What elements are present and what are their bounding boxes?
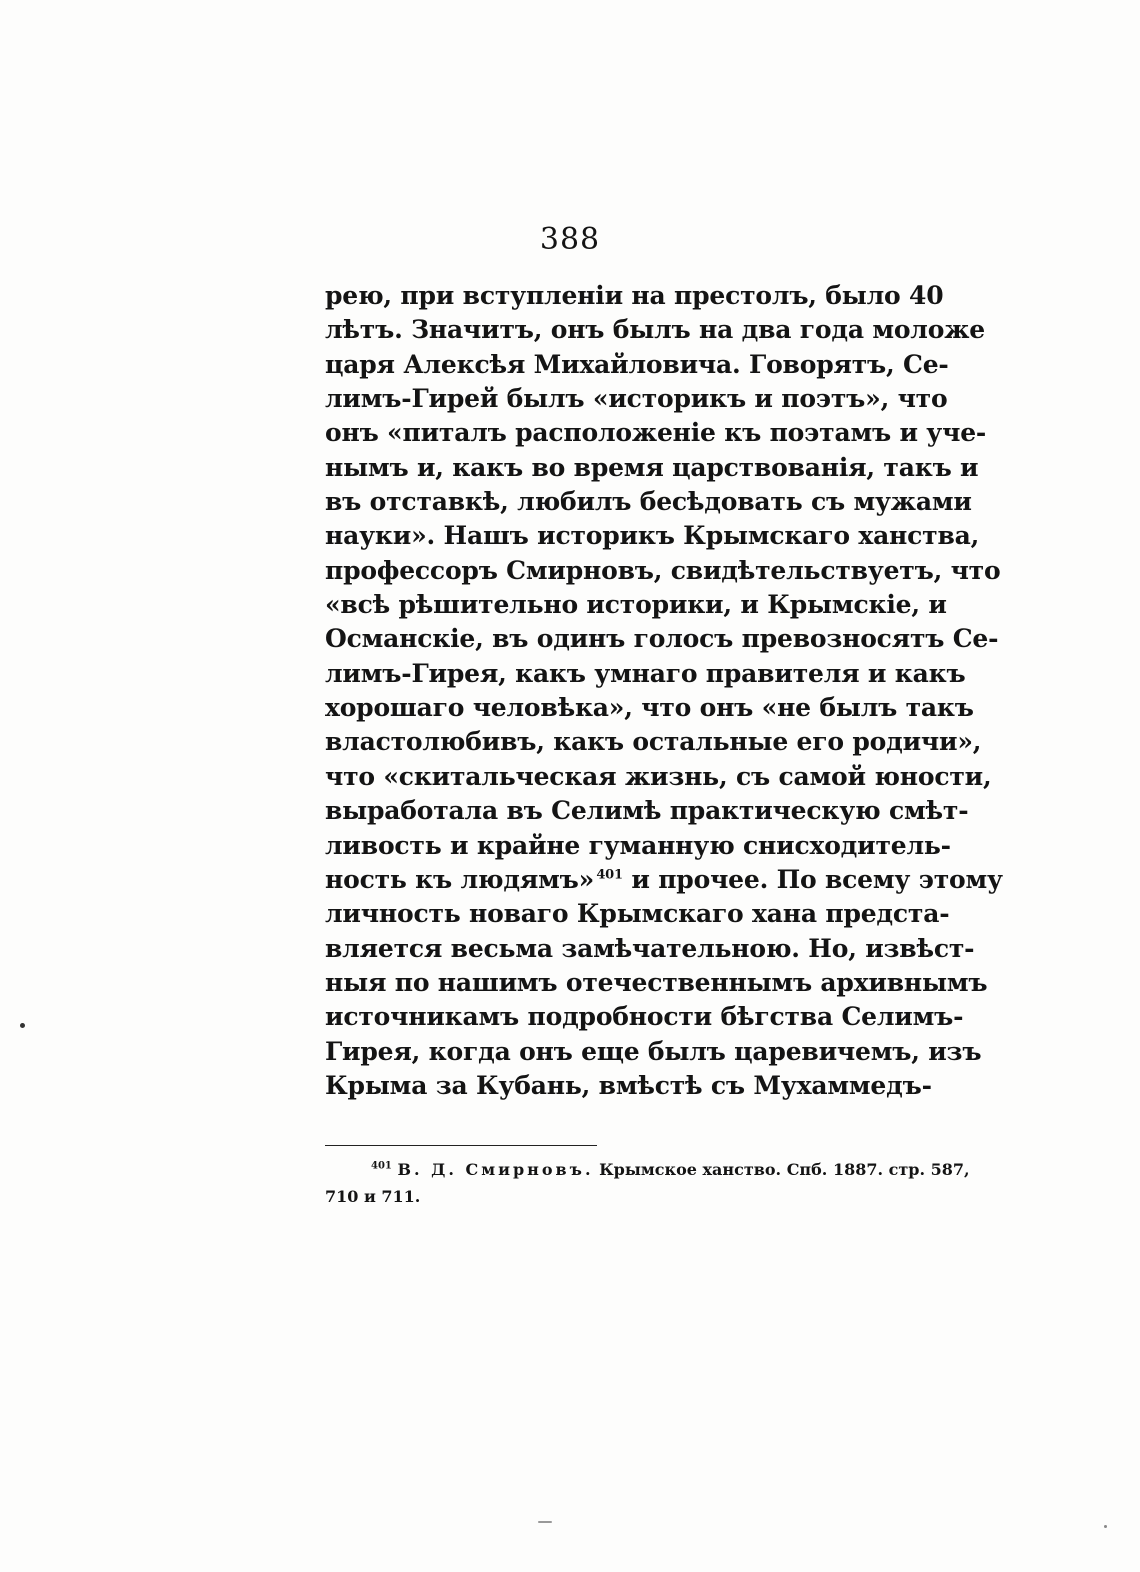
- page-number: 388: [539, 222, 601, 257]
- text-line: ливость и крайне гуманную снисходитель-: [325, 830, 951, 860]
- text-line: Крыма за Кубань, вмѣстѣ съ Мухаммедъ-: [325, 1070, 932, 1100]
- text-line: рею, при вступленіи на престолъ, было 40: [325, 281, 944, 310]
- text-fragment: и прочее. По всему этому: [622, 864, 1003, 894]
- text-line: что «скитальческая жизнь, съ самой юности,: [325, 761, 992, 791]
- text-line: выработала въ Селимѣ практическую смѣт-: [325, 796, 969, 826]
- text-line: лѣтъ. Значитъ, онъ былъ на два года моложе: [325, 315, 985, 345]
- body-text: [325, 279, 1003, 1103]
- text-line: Османскіе, въ одинъ голосъ превозносятъ Се-: [325, 624, 999, 654]
- text-line: хорошаго человѣка», что онъ «не былъ такъ: [325, 693, 974, 723]
- footnote-number: 401: [371, 1160, 392, 1172]
- text-line: профессоръ Смирновъ, свидѣтельствуетъ, что: [325, 555, 1001, 585]
- text-line: въ отставкѣ, любилъ бесѣдовать съ мужами: [325, 487, 972, 517]
- text-line: Гирея, когда онъ еще былъ царевичемъ, изъ: [325, 1036, 982, 1066]
- footnote-ref-marker[interactable]: 401: [596, 867, 623, 883]
- scan-speck: [20, 1023, 25, 1028]
- text-line: личность новаго Крымскаго хана предста-: [325, 899, 950, 929]
- footnote-author: В. Д. Смирновъ.: [397, 1160, 594, 1179]
- text-line: ныя по нашимъ отечественнымъ архивнымъ: [325, 967, 988, 997]
- text-line: нымъ и, какъ во время царствованія, такъ и: [325, 452, 979, 482]
- text-line: науки». Нашъ историкъ Крымскаго ханства,: [325, 521, 980, 551]
- text-line: онъ «питалъ расположеніе къ поэтамъ и уче-: [325, 418, 987, 448]
- text-line-with-footnote-ref: [325, 863, 1003, 897]
- text-line: источникамъ подробности бѣгства Селимъ-: [325, 1002, 964, 1032]
- text-fragment: ность къ людямъ»: [325, 864, 595, 894]
- footnote: [325, 1156, 970, 1210]
- footnote-line: 710 и 711.: [325, 1187, 421, 1206]
- text-line: царя Алексѣя Михайловича. Говорятъ, Се-: [325, 349, 949, 379]
- footnote-citation: Крымское ханство. Спб. 1887. стр. 587,: [593, 1160, 970, 1179]
- text-line: вляется весьма замѣчательною. Но, извѣст-: [325, 933, 975, 963]
- footnote-line: [325, 1156, 970, 1183]
- text-line: «всѣ рѣшительно историки, и Крымскіе, и: [325, 590, 947, 620]
- footnote-divider: [325, 1145, 597, 1146]
- scan-speck: [1104, 1525, 1107, 1528]
- scan-speck: [538, 1521, 552, 1523]
- text-line: лимъ-Гирей былъ «историкъ и поэтъ», что: [325, 384, 948, 414]
- text-line: лимъ-Гирея, какъ умнаго правителя и какъ: [325, 658, 966, 688]
- text-line: властолюбивъ, какъ остальные его родичи»,: [325, 727, 982, 757]
